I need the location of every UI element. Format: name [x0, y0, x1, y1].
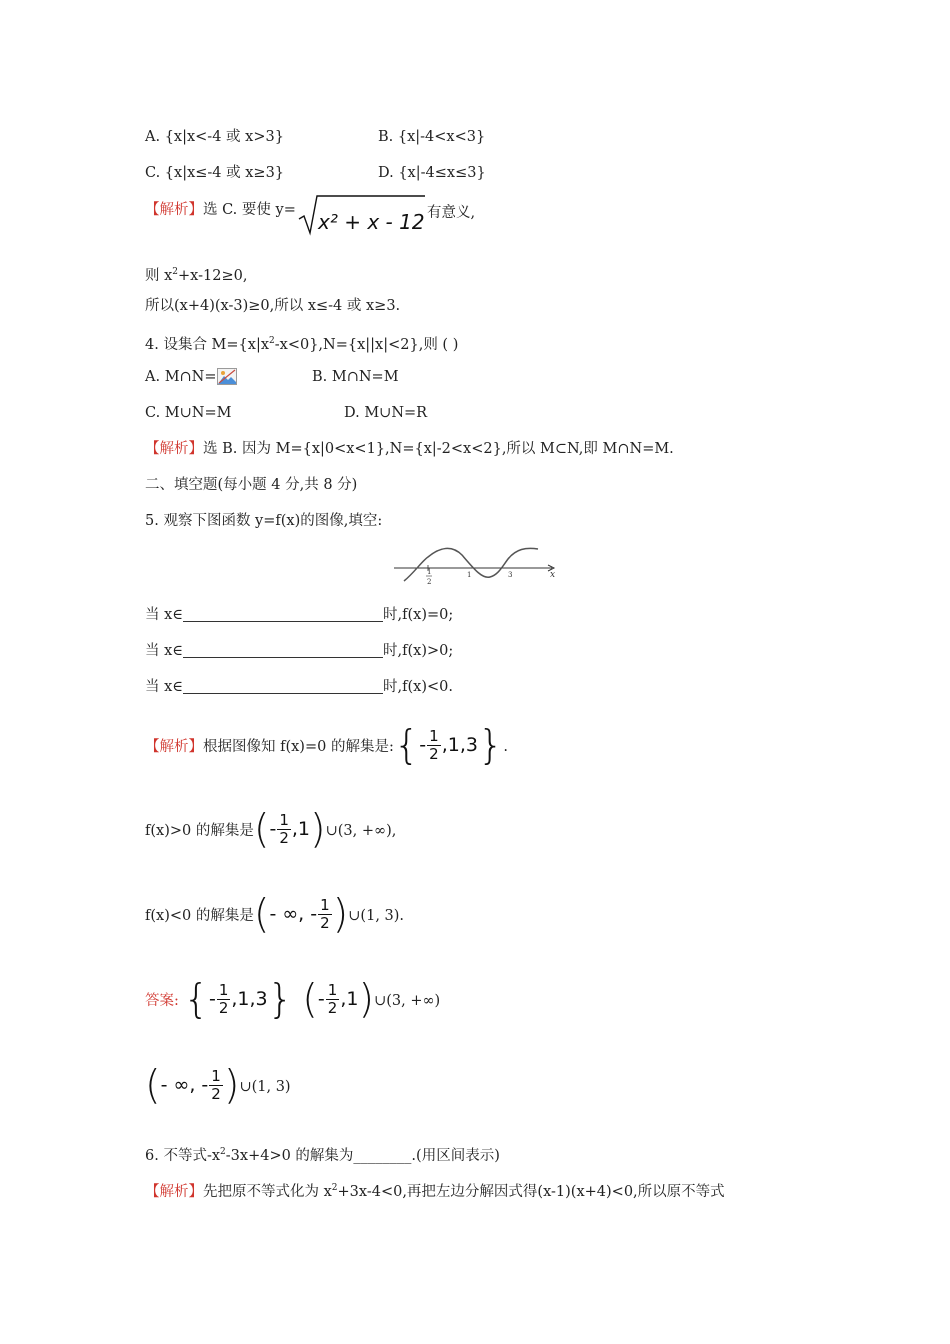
- q4-option-d: D. M∪N=R: [344, 405, 428, 421]
- q3-option-d: D. {x|-4≤x≤3}: [378, 165, 486, 181]
- q5-solution-positive: f(x)>0 的解集是(- $\frac{1}{2}$ ,1)∪(3, +∞),: [145, 806, 397, 853]
- q4-option-a: A. M∩N=: [145, 367, 237, 387]
- q5-answer-line2: (- ∞, - $\frac{1}{2}$ )∪(1, 3): [145, 1062, 291, 1109]
- q3-solution-line3: 所以(x+4)(x-3)≥0,所以 x≤-4 或 x≥3.: [145, 298, 401, 314]
- q5-solution-zero: 【解析】根据图像知 f(x)=0 的解集是:{- $\frac{1}{2}$ ,1,3}.: [145, 722, 509, 769]
- q3-option-a: A. {x|x<-4 或 x>3}: [145, 129, 284, 145]
- q5-fill-positive: 当 x∈ 时,f(x)>0;: [145, 643, 454, 659]
- sqrt-radicand: x² + x - 12: [318, 210, 425, 234]
- q5-solution-negative: f(x)<0 的解集是(- ∞, - $\frac{1}{2}$ )∪(1, 3).: [145, 891, 405, 938]
- q5-fill-zero: 当 x∈ 时,f(x)=0;: [145, 607, 454, 623]
- function-graph: [390, 543, 560, 589]
- q6-stem: 6. 不等式$-x^2-3x+4>0$ 的解集为________.(用区间表示): [145, 1147, 500, 1164]
- tick-half-denominator: 2: [427, 578, 432, 586]
- answer-label: 答案:: [145, 993, 179, 1009]
- solution-label: 【解析】: [145, 202, 203, 218]
- q3-solution-tail: 有意义,: [427, 205, 476, 221]
- q4-stem: 4. 设集合 $M=\{x|x^2-x<0\},N=\{x||x|<2\}$,则 ( ): [145, 336, 459, 353]
- solution-label: 【解析】: [145, 441, 203, 457]
- solution-label: 【解析】: [145, 739, 203, 755]
- answer-interval-negative: (- ∞, - $\frac{1}{2}$ ): [145, 1062, 240, 1109]
- q3-option-c: C. {x|x≤-4 或 x≥3}: [145, 165, 285, 181]
- section-heading: 二、填空题(每小题 4 分,共 8 分): [145, 477, 358, 493]
- solution-label: 【解析】: [145, 1183, 203, 1200]
- interval-positive: (- $\frac{1}{2}$ ,1): [253, 806, 326, 853]
- q4-solution: 【解析】选 B. 因为 M={x|0<x<1},N={x|-2<x<2},所以 M⊂N,即 M∩N=M.: [145, 441, 674, 457]
- tick-one: 1: [467, 571, 472, 579]
- q6-solution: 【解析】先把原不等式化为 $x^2+3x-4<0$,再把左边分解因式得(x-1)(x+4)<0,所以原不等式: [145, 1183, 725, 1200]
- answer-blank[interactable]: [183, 677, 383, 694]
- x-axis-label: x: [550, 570, 556, 580]
- set-zero-roots: {- $\frac{1}{2}$ ,1,3}: [393, 722, 504, 769]
- q5-fill-negative: 当 x∈ 时,f(x)<0.: [145, 679, 453, 695]
- q4-option-c: C. M∪N=M: [145, 405, 232, 421]
- answer-interval-positive: (- $\frac{1}{2}$ ,1): [302, 976, 375, 1023]
- q3-solution-line2: 则 $x^2+x-12\ge 0$,: [145, 267, 248, 284]
- q5-answer-line1: 答案: {- $\frac{1}{2}$ ,1,3} (- $\frac{1}{2}$ ,1)∪(3, +∞): [145, 976, 441, 1023]
- q3-solution-line: 【解析】选 C. 要使 y=: [145, 202, 296, 218]
- interval-negative: (- ∞, - $\frac{1}{2}$ ): [253, 891, 349, 938]
- answer-blank[interactable]: [183, 641, 383, 658]
- q5-stem: 5. 观察下图函数 y=f(x)的图像,填空:: [145, 513, 383, 529]
- tick-half-numerator: 1: [427, 568, 432, 576]
- broken-image-icon: [217, 368, 237, 385]
- q3-option-b: B. {x|-4<x<3}: [378, 129, 486, 145]
- answer-blank[interactable]: [183, 605, 383, 622]
- answer-set-zero: {- $\frac{1}{2}$ ,1,3}: [183, 976, 294, 1023]
- tick-three: 3: [508, 571, 513, 579]
- q4-option-b: B. M∩N=M: [312, 369, 399, 385]
